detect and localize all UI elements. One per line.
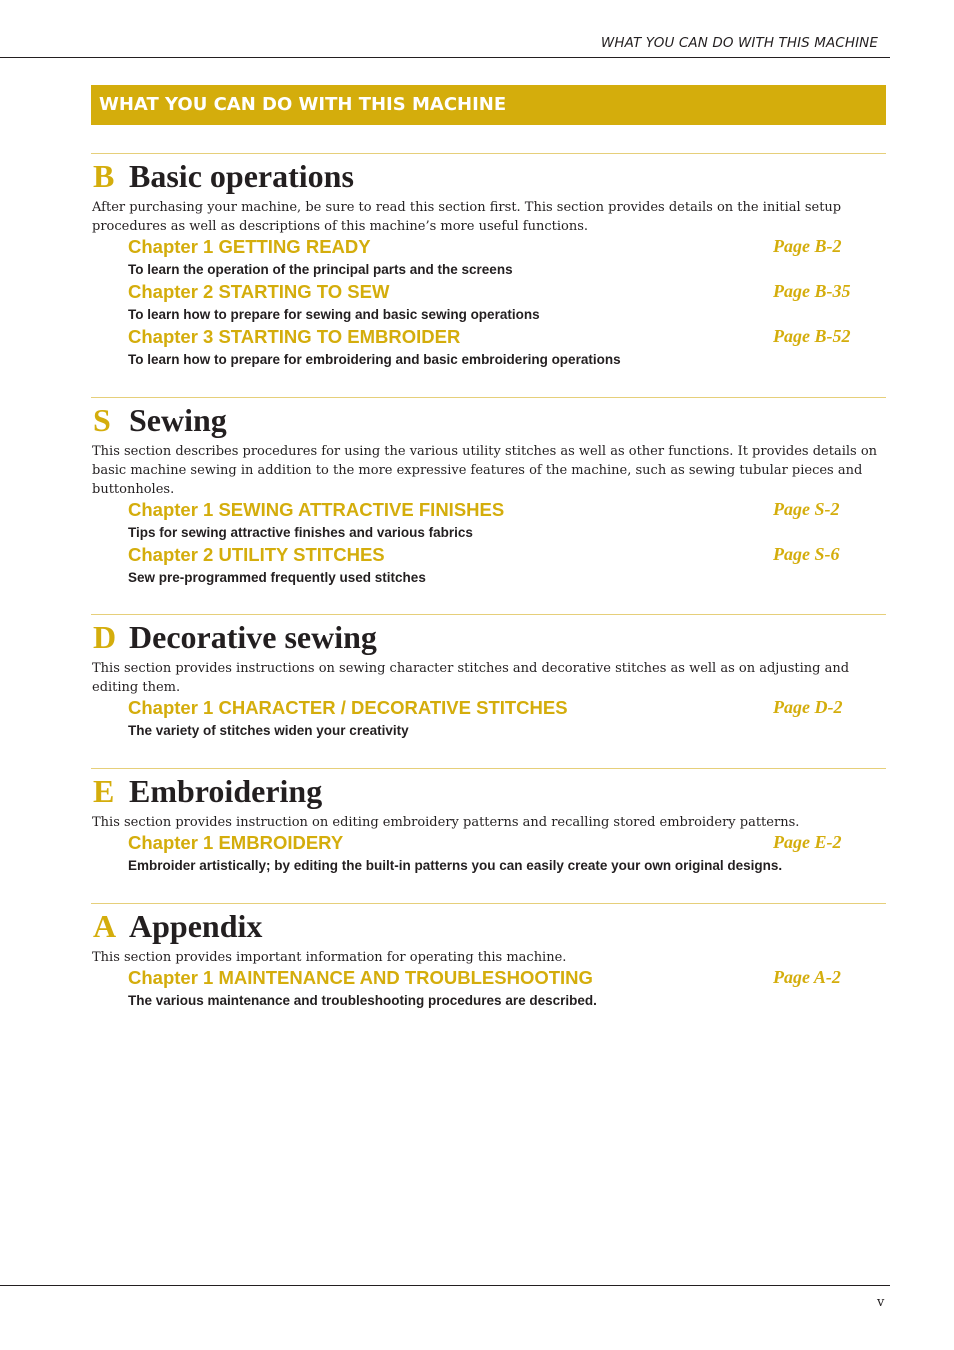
section-heading (91, 154, 886, 196)
chapter-subtitle: Embroider artistically; by editing the built-in patterns you can easily create your own original designs. (128, 858, 783, 873)
section-letter: D (93, 619, 117, 655)
chapter-entry[interactable] (128, 281, 886, 326)
section-title: Basic operations (129, 158, 354, 194)
section-heading (91, 904, 886, 946)
section-title: Sewing (129, 402, 227, 438)
section-letter: E (93, 773, 115, 809)
chapter-subtitle: To learn how to prepare for embroidering and basic embroidering operations (128, 352, 621, 367)
section-letter: A (93, 908, 117, 944)
section-heading (91, 769, 886, 811)
chapter-subtitle: To learn the operation of the principal parts and the screens (128, 262, 513, 277)
section-letter: S (93, 402, 111, 438)
section-embroidering (91, 768, 886, 877)
section-title: Appendix (129, 908, 263, 944)
chapter-subtitle: Tips for sewing attractive finishes and various fabrics (128, 525, 473, 540)
chapter-page-ref[interactable]: Page D-2 (773, 697, 843, 717)
chapter-title: Chapter 1 CHARACTER / DECORATIVE STITCHES (128, 697, 568, 718)
section-decorative-sewing (91, 614, 886, 742)
section-description: After purchasing your machine, be sure to read this section first. This section provides details on the initial setup procedures as well as descriptions of this machine’s more useful functions. (92, 200, 842, 234)
chapter-subtitle: The variety of stitches widen your creativity (128, 723, 409, 738)
chapter-title: Chapter 1 SEWING ATTRACTIVE FINISHES (128, 499, 505, 520)
chapter-entry[interactable] (128, 499, 886, 544)
chapter-title: Chapter 2 UTILITY STITCHES (128, 544, 385, 565)
header-divider (0, 57, 890, 58)
chapter-page-ref[interactable]: Page S-2 (773, 499, 840, 519)
section-heading (91, 398, 886, 440)
chapter-entry[interactable] (128, 544, 886, 589)
section-description: This section describes procedures for using the various utility stitches as well as other functions. It provides details on basic machine sewing in addition to the more expressive features of the machine, such as sewing tubular pieces and buttonholes. (92, 444, 878, 497)
chapter-title: Chapter 1 EMBROIDERY (128, 832, 344, 853)
chapter-title: Chapter 3 STARTING TO EMBROIDER (128, 326, 461, 347)
chapter-page-ref[interactable]: Page E-2 (773, 832, 842, 852)
section-sewing (91, 397, 886, 589)
section-title: Embroidering (129, 773, 323, 809)
chapter-subtitle: Sew pre-programmed frequently used stitches (128, 570, 426, 585)
chapter-page-ref[interactable]: Page B-52 (773, 326, 851, 346)
section-basic-operations (91, 153, 886, 371)
chapter-page-ref[interactable]: Page A-2 (773, 967, 841, 987)
section-description: This section provides instruction on editing embroidery patterns and recalling stored embroidery patterns. (92, 815, 800, 830)
chapter-entry[interactable] (128, 326, 886, 371)
chapter-page-ref[interactable]: Page B-2 (773, 236, 842, 256)
section-description: This section provides instructions on sewing character stitches and decorative stitches as well as on adjusting and editing them. (92, 661, 850, 695)
footer-divider (0, 1285, 890, 1286)
chapter-entry[interactable] (128, 967, 886, 1012)
section-description: This section provides important information for operating this machine. (92, 950, 567, 965)
section-heading (91, 615, 886, 657)
chapter-title: Chapter 1 MAINTENANCE AND TROUBLESHOOTING (128, 967, 593, 988)
running-header: WHAT YOU CAN DO WITH THIS MACHINE (600, 35, 878, 51)
page-number: v (877, 1295, 885, 1310)
section-letter: B (93, 158, 115, 194)
chapter-title: Chapter 1 GETTING READY (128, 236, 371, 257)
chapter-subtitle: The various maintenance and troubleshooting procedures are described. (128, 993, 597, 1008)
chapter-page-ref[interactable]: Page B-35 (773, 281, 851, 301)
section-title: Decorative sewing (129, 619, 377, 655)
chapter-page-ref[interactable]: Page S-6 (773, 544, 840, 564)
chapter-entry[interactable] (128, 697, 886, 742)
chapter-entry[interactable] (128, 832, 886, 877)
chapter-entry[interactable] (128, 236, 886, 281)
page-banner: WHAT YOU CAN DO WITH THIS MACHINE (91, 85, 886, 125)
chapter-title: Chapter 2 STARTING TO SEW (128, 281, 390, 302)
chapter-subtitle: To learn how to prepare for sewing and basic sewing operations (128, 307, 540, 322)
section-appendix (91, 903, 886, 1012)
